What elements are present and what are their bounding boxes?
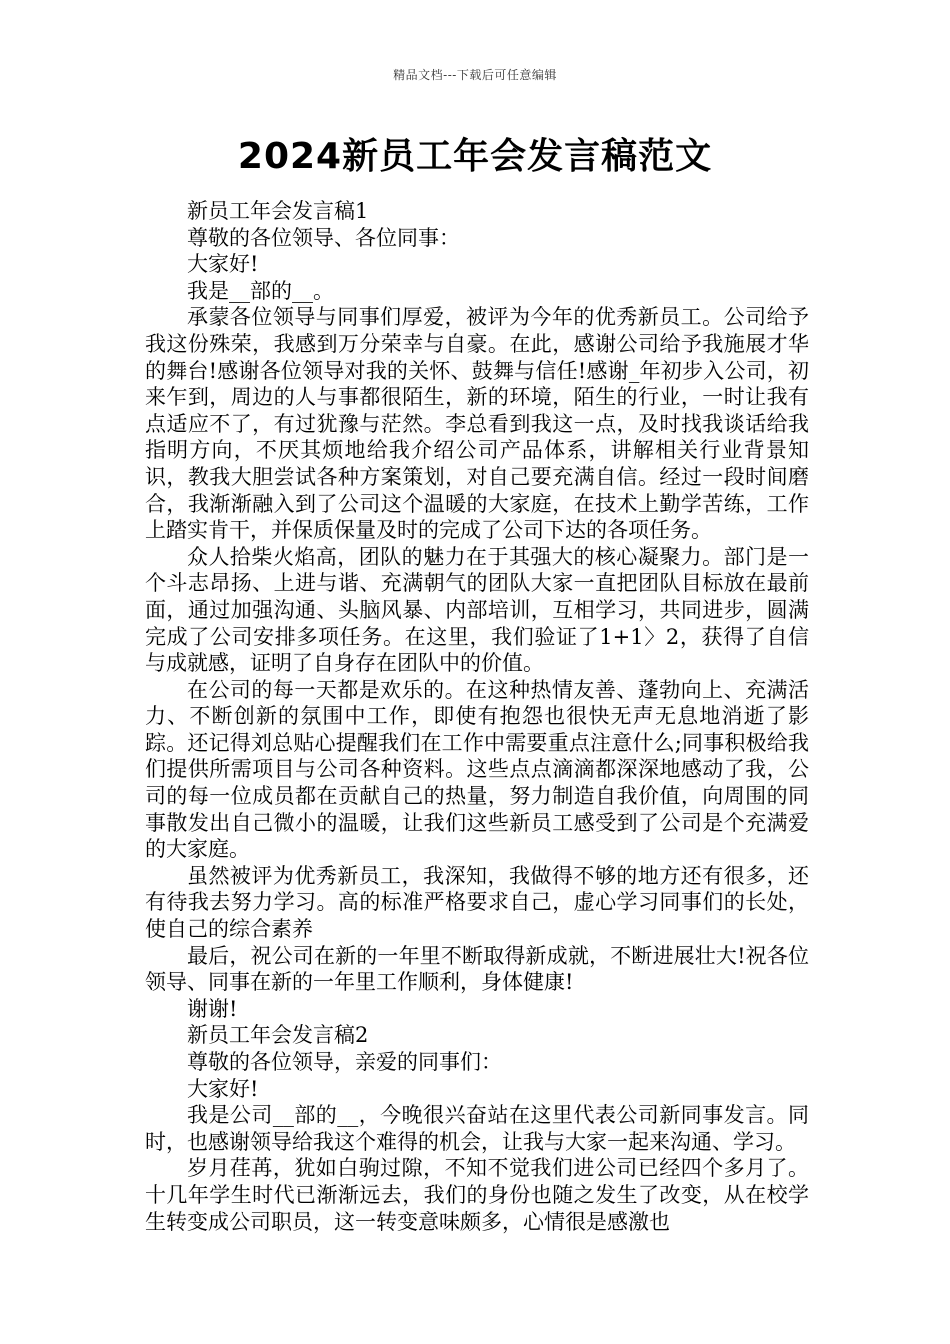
document-title: 2024新员工年会发言稿范文: [237, 136, 713, 177]
paragraph: 大家好!: [187, 1076, 259, 1101]
paragraph: 新员工年会发言稿2: [187, 1023, 369, 1048]
paragraph: 大家好!: [187, 252, 259, 277]
paragraph: 尊敬的各位领导、各位同事：: [187, 225, 460, 250]
header-note: 精品文档---下载后可任意编辑: [393, 68, 557, 82]
document-body: [145, 198, 809, 1235]
paragraph: 我是公司__部的__，今晚很兴奋站在这里代表公司新同事发言。同时，也感谢领导给我这个难得的机会，让我与大家一起来沟通、学习。: [145, 1103, 809, 1154]
paragraph: 谢谢!: [187, 996, 238, 1021]
paragraph: 在公司的每一天都是欢乐的。在这种热情友善、蓬勃向上、充满活力、不断创新的氛围中工作，即使有抱怨也很快无声无息地消逝了影踪。还记得刘总贴心提醒我们在工作中需要重点注意什么;同事积极给我们提供所需项目与公司各种资料。这些点点滴滴都深深地感动了我，公司的每一位成员都在贡献自己的热量，努力制造自我价值，向周围的同事散发出自己微小的温暖，让我们这些新员工感受到了公司是个充满爱的大家庭。: [145, 677, 809, 862]
paragraph: 尊敬的各位领导，亲爱的同事们：: [187, 1050, 502, 1074]
paragraph: 新员工年会发言稿1: [187, 199, 369, 223]
paragraph: 承蒙各位领导与同事们厚爱，被评为今年的优秀新员工。公司给予我这份殊荣，我感到万分荣幸与自豪。在此，感谢公司给予我施展才华的舞台!感谢各位领导对我的关怀、鼓舞与信任!感谢_年初步入公司，初来乍到，周边的人与事都很陌生，新的环境，陌生的行业，一时让我有点适应不了，有过犹豫与茫然。李总看到我这一点，及时找我谈话给我指明方向，不厌其烦地给我介绍公司产品体系，讲解相关行业背景知识，教我大胆尝试各种方案策划，对自己要充满自信。经过一段时间磨合，我渐渐融入到了公司这个温暖的大家庭，在技术上勤学苦练，工作上踏实肯干，并保质保量及时的完成了公司下达的各项任务。: [145, 305, 809, 543]
paragraph: 虽然被评为优秀新员工，我深知，我做得不够的地方还有很多，还有待我去努力学习。高的标准严格要求自己，虚心学习同事们的长处，使自己的综合素养: [145, 863, 809, 942]
paragraph: 我是__部的__。: [187, 278, 334, 303]
paragraph: 最后，祝公司在新的一年里不断取得新成就，不断进展壮大!祝各位领导、同事在新的一年里工作顺利，身体健康!: [145, 943, 809, 995]
paragraph: 岁月荏苒，犹如白驹过隙，不知不觉我们进公司已经四个多月了。十几年学生时代已渐渐远去，我们的身份也随之发生了改变，从在校学生转变成公司职员，这一转变意味颇多，心情很是感激也: [145, 1156, 809, 1234]
paragraph: 众人拾柴火焰高，团队的魅力在于其强大的核心凝聚力。部门是一个斗志昂扬、上进与谐、充满朝气的团队大家一直把团队目标放在最前面，通过加强沟通、头脑风暴、内部培训，互相学习，共同进步，圆满完成了公司安排多项任务。在这里，我们验证了1+1〉2，获得了自信与成就感，证明了自身存在团队中的价值。: [145, 544, 809, 676]
